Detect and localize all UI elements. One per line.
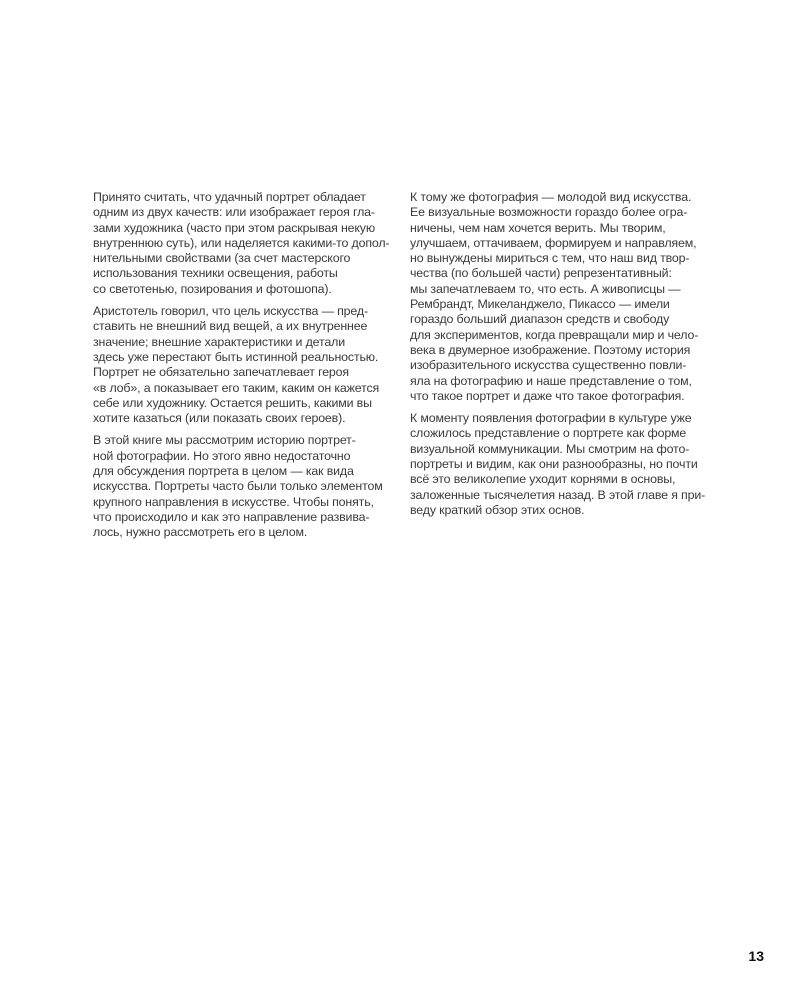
text-line: внутреннюю суть), или наделяется какими-то допол- — [93, 235, 390, 250]
text-line: что происходило и как это направление развива- — [93, 509, 370, 524]
text-line: хотите казаться (или показать своих героев). — [93, 411, 346, 426]
text-line: для экспериментов, когда превращали мир и чело- — [410, 327, 699, 342]
text-line: Принято считать, что удачный портрет обладает — [93, 190, 366, 204]
text-line: визуальной коммуникации. Мы смотрим на фото- — [410, 441, 690, 456]
text-line: «в лоб», а показывает его таким, каким он кажется — [93, 380, 380, 395]
text-line: использования техники освещения, работы — [93, 266, 338, 281]
text-line: зами художника (часто при этом раскрывая некую — [93, 220, 375, 235]
text-line: всё это великолепие уходит корнями в основы, — [410, 472, 676, 487]
text-line: Портрет не обязательно запечатлевает героя — [93, 365, 349, 380]
text-line: значение; внешние характеристики и детали — [93, 334, 345, 349]
paragraph-visual-communication — [410, 411, 710, 518]
right-text-column — [410, 190, 710, 525]
text-line: ставить не внешний вид вещей, а их внутреннее — [93, 319, 368, 334]
text-line: улучшаем, оттачиваем, формируем и направляем, — [410, 235, 697, 250]
text-line: чества (по большей части) репрезентативный: — [410, 266, 672, 281]
text-line: крупного направления в искусстве. Чтобы понять, — [93, 494, 374, 509]
text-line: нительными свойствами (за счет мастерского — [93, 251, 351, 266]
text-line: искусства. Портреты часто были только элементом — [93, 479, 383, 494]
text-line: веду краткий обзор этих основ. — [410, 502, 585, 517]
text-line: яла на фотографию и наше представление о том, — [410, 373, 692, 388]
paragraph-photography-young-art — [410, 190, 710, 404]
text-line: К тому же фотография — молодой вид искусства. — [410, 190, 692, 204]
text-line: одним из двух качеств: или изображает героя гла- — [93, 205, 375, 220]
paragraph-successful-portrait — [93, 190, 393, 297]
page-number: 13 — [748, 948, 764, 964]
left-text-column — [93, 190, 393, 548]
text-line: изобразительного искусства существенно повли- — [410, 358, 687, 373]
text-line: гораздо больший диапазон средств и свободу — [410, 312, 670, 327]
text-line: В этой книге мы рассмотрим историю портрет- — [93, 433, 356, 448]
text-line: Аристотель говорил, что цель искусства — пред- — [93, 304, 368, 319]
text-line: но вынуждены мириться с тем, что наш вид твор- — [410, 251, 690, 266]
text-line: что такое портрет и даже что такое фотография. — [410, 388, 685, 403]
paragraph-this-book — [93, 433, 393, 540]
paragraph-aristotle — [93, 304, 393, 426]
text-line: К моменту появления фотографии в культуре уже — [410, 411, 692, 426]
text-line: заложенные тысячелетия назад. В этой главе я при- — [410, 487, 706, 502]
text-line: себе или художнику. Остается решить, какими вы — [93, 395, 372, 410]
text-line: для обсуждения портрета в целом — как вида — [93, 464, 354, 479]
text-line: века в двумерное изображение. Поэтому история — [410, 342, 691, 357]
text-line: лось, нужно рассмотреть его в целом. — [93, 525, 308, 540]
text-line: ничены, чем нам хочется верить. Мы творим, — [410, 220, 666, 235]
text-line: Ее визуальные возможности гораздо более огра- — [410, 205, 688, 220]
text-line: сложилось представление о портрете как форме — [410, 426, 687, 441]
text-line: ной фотографии. Но этого явно недостаточно — [93, 448, 351, 463]
text-line: со светотенью, позирования и фотошопа). — [93, 281, 332, 296]
text-line: здесь уже перестают быть истинной реальностью. — [93, 349, 379, 364]
text-line: Рембрандт, Микеланджело, Пикассо — имели — [410, 297, 670, 312]
text-line: мы запечатлеваем то, что есть. А живописцы — — [410, 281, 681, 296]
text-line: портреты и видим, как они разнообразны, но почти — [410, 457, 698, 472]
